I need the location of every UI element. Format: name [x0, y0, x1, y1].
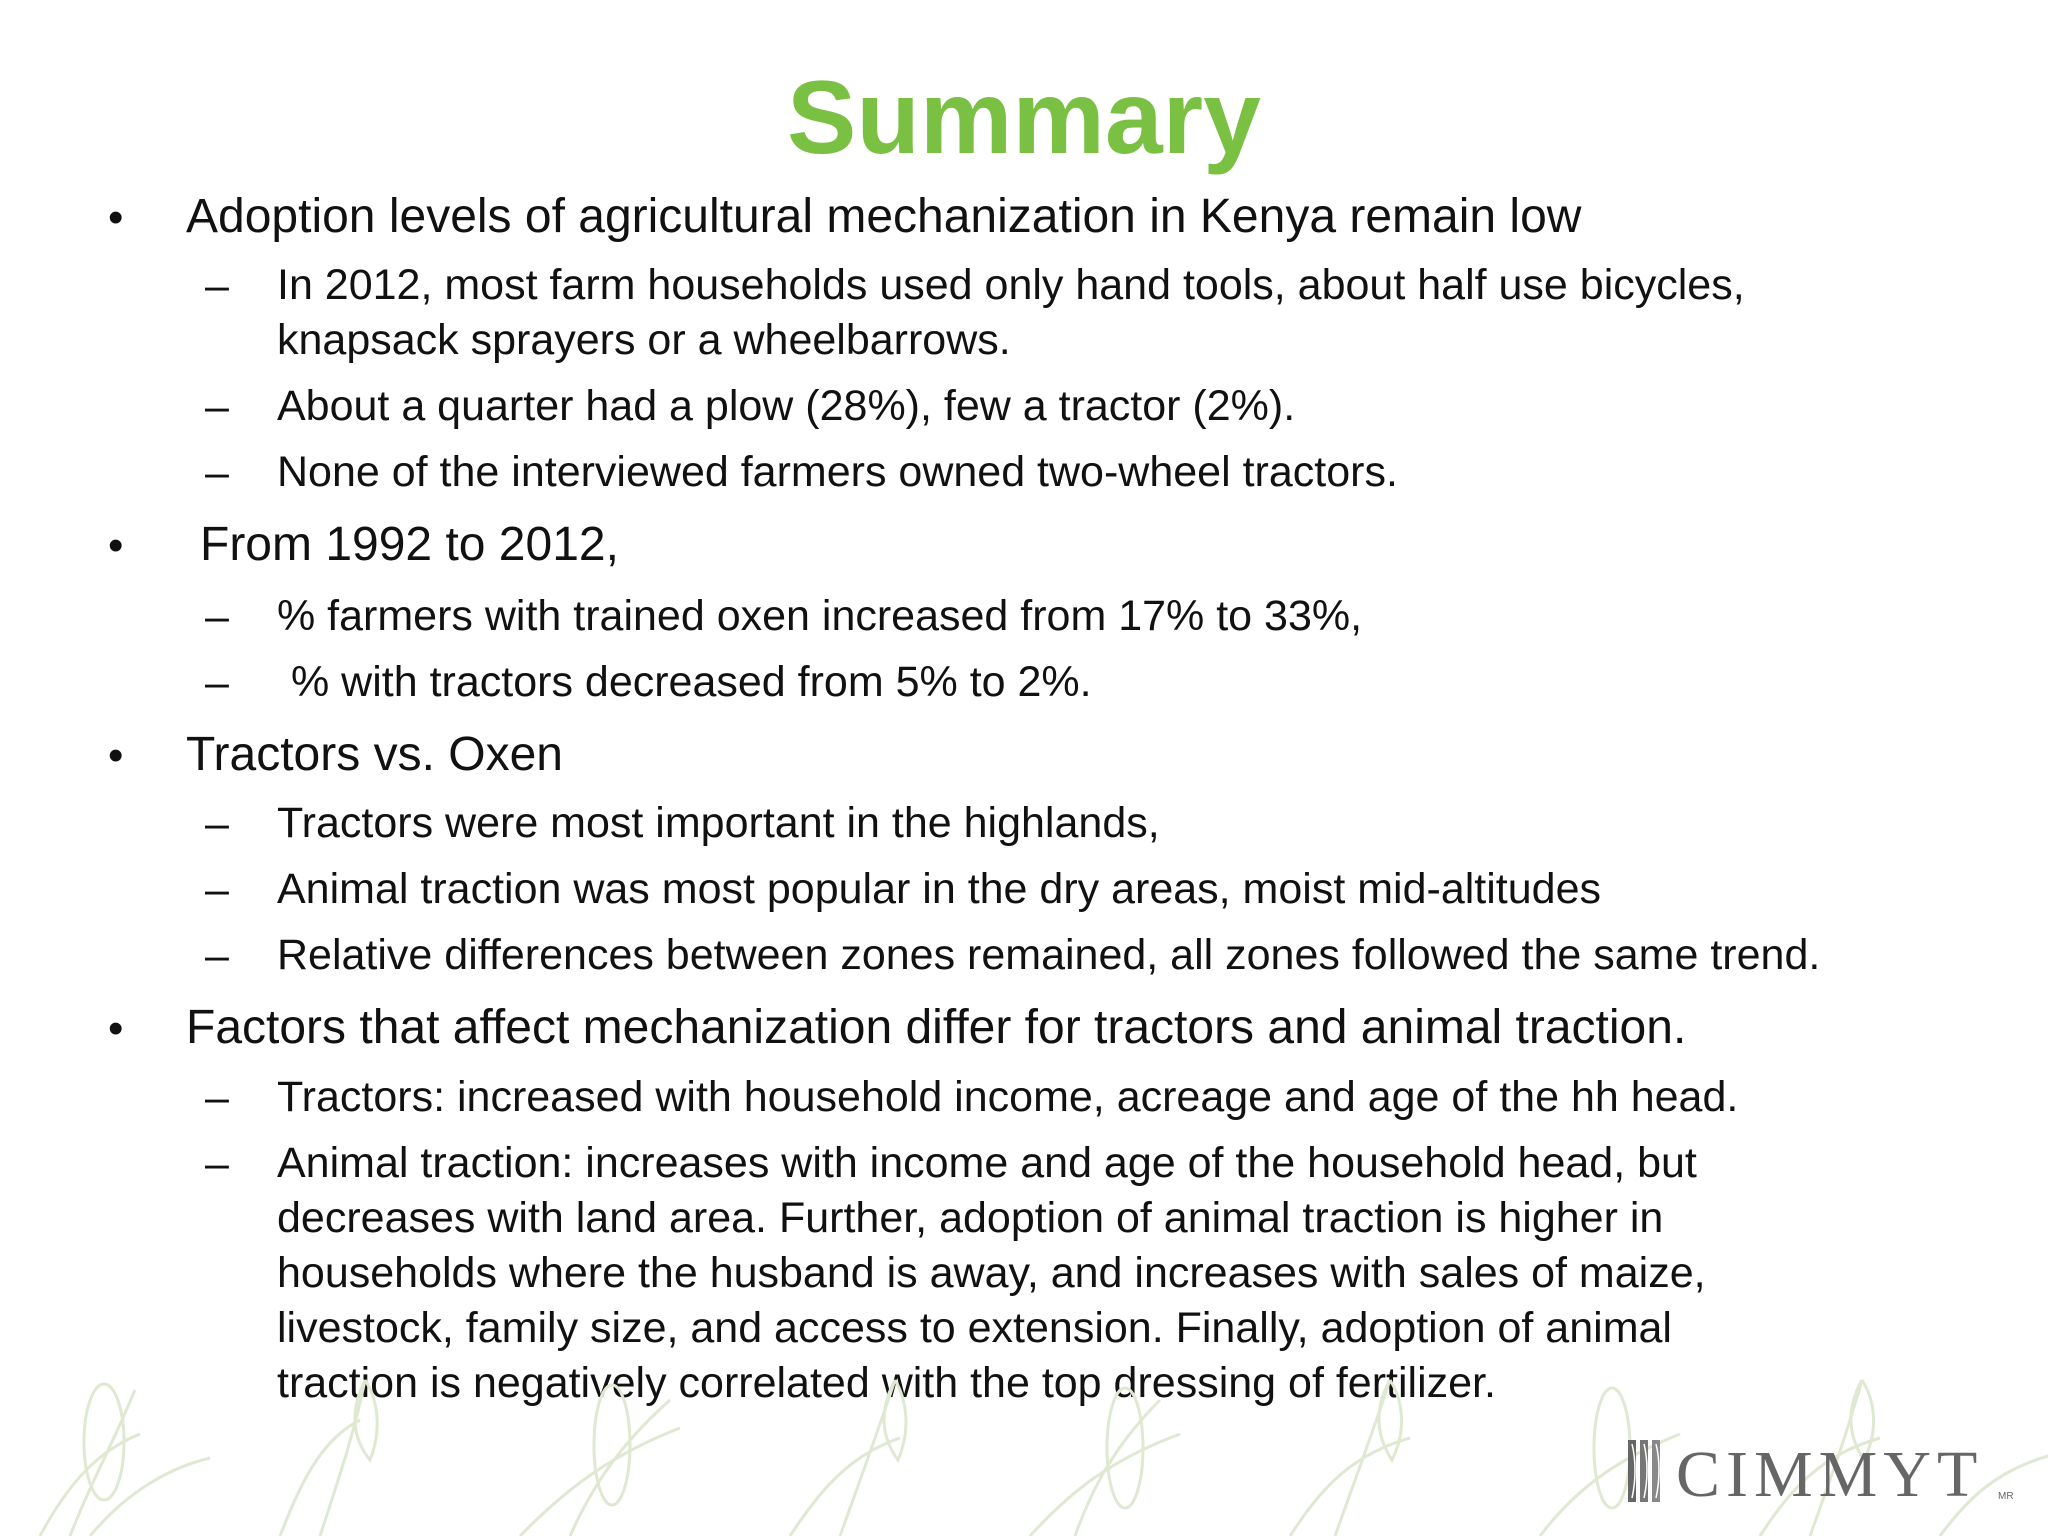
- dash-marker: –: [205, 383, 229, 431]
- dash-marker: –: [205, 1140, 229, 1188]
- slide-title: Summary: [787, 60, 1261, 176]
- sub-bullet-zone-differences: Relative differences between zones remained, all zones followed the same trend.: [277, 931, 1821, 979]
- cimmyt-logo: [1626, 1436, 2026, 1514]
- bullet-factors: Factors that affect mechanization differ for tractors and animal traction.: [186, 1001, 1687, 1054]
- sub-bullet-animal-traction-factors-cont: decreases with land area. Further, adoption of animal traction is higher in: [277, 1194, 1664, 1242]
- sub-bullet-animal-traction-factors-cont: traction is negatively correlated with the top dressing of fertilizer.: [277, 1359, 1496, 1407]
- sub-bullet-two-wheel-tractors: None of the interviewed farmers owned two-wheel tractors.: [277, 448, 1398, 496]
- dash-marker: –: [205, 262, 229, 310]
- dash-marker: –: [205, 659, 229, 707]
- bullet-tractors-vs-oxen: Tractors vs. Oxen: [186, 728, 563, 781]
- bullet-marker: •: [108, 1004, 124, 1053]
- sub-bullet-tractors-decrease: % with tractors decreased from 5% to 2%.: [291, 658, 1092, 706]
- sub-bullet-oxen-increase: % farmers with trained oxen increased from 17% to 33%,: [277, 592, 1363, 640]
- sub-bullet-plow-tractor: About a quarter had a plow (28%), few a tractor (2%).: [277, 382, 1296, 430]
- sub-bullet-2012-hand-tools: In 2012, most farm households used only hand tools, about half use bicycles,: [277, 261, 1745, 309]
- bullet-marker: •: [108, 521, 124, 570]
- bullet-marker: •: [108, 731, 124, 780]
- dash-marker: –: [205, 800, 229, 848]
- sub-bullet-dry-areas: Animal traction was most popular in the dry areas, moist mid-altitudes: [277, 865, 1601, 913]
- sub-bullet-tractor-factors: Tractors: increased with household income, acreage and age of the hh head.: [277, 1073, 1739, 1121]
- bullet-marker: •: [108, 193, 124, 242]
- dash-marker: –: [205, 1074, 229, 1122]
- dash-marker: –: [205, 449, 229, 497]
- cimmyt-logo-mark-icon: [1626, 1436, 1672, 1508]
- dash-marker: –: [205, 593, 229, 641]
- bullet-1992-2012: From 1992 to 2012,: [200, 518, 619, 571]
- sub-bullet-animal-traction-factors: Animal traction: increases with income and age of the household head, but: [277, 1139, 1697, 1187]
- sub-bullet-2012-hand-tools-cont: knapsack sprayers or a wheelbarrows.: [277, 316, 1011, 364]
- sub-bullet-animal-traction-factors-cont: livestock, family size, and access to extension. Finally, adoption of animal: [277, 1304, 1672, 1352]
- sub-bullet-animal-traction-factors-cont: households where the husband is away, and increases with sales of maize,: [277, 1249, 1706, 1297]
- dash-marker: –: [205, 866, 229, 914]
- dash-marker: –: [205, 932, 229, 980]
- cimmyt-wordmark: CIMMYT: [1676, 1438, 1984, 1511]
- cimmyt-registered-mark: MR: [1998, 1491, 2014, 1502]
- sub-bullet-highlands: Tractors were most important in the highlands,: [277, 799, 1160, 847]
- bullet-adoption-levels: Adoption levels of agricultural mechanization in Kenya remain low: [186, 190, 1582, 243]
